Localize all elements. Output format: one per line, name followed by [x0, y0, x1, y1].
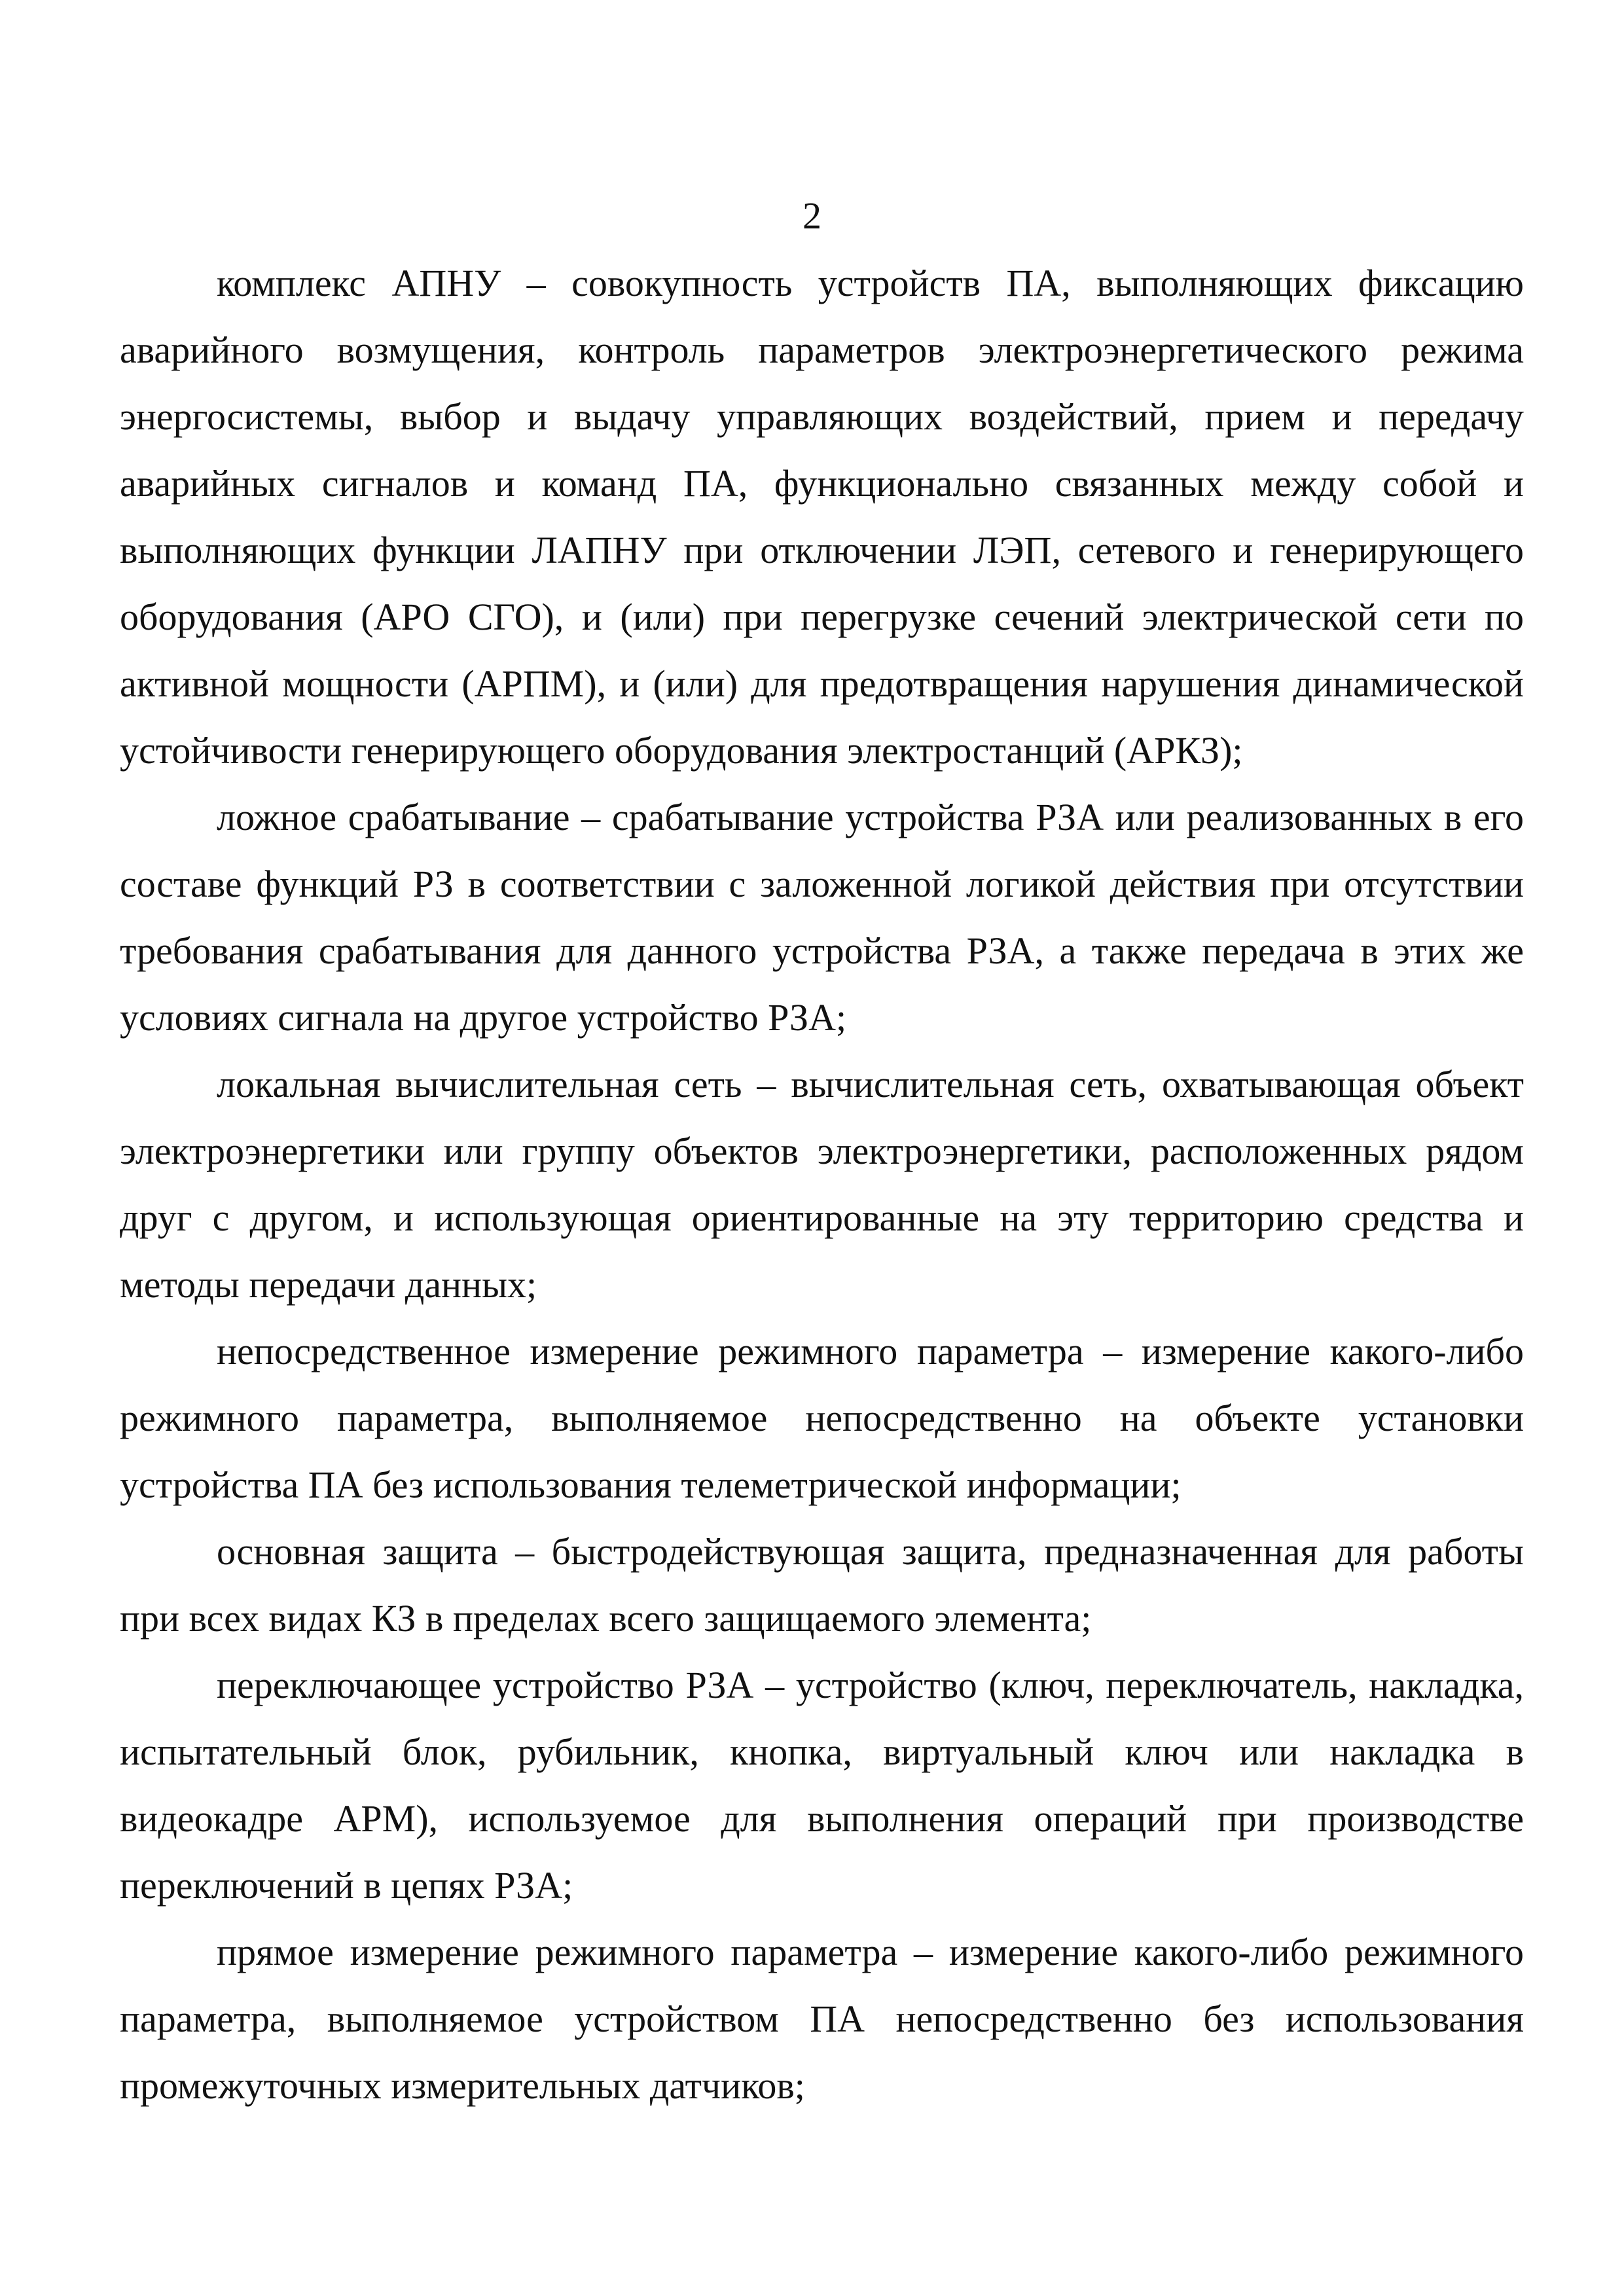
definition-paragraph: прямое измерение режимного параметра – измерение какого-либо режимного параметра, выполняемое устройством ПА непосредственно без использования промежуточных измерительных датчиков;: [120, 1931, 1524, 2107]
definition-paragraph: комплекс АПНУ – совокупность устройств ПА, выполняющих фиксацию аварийного возмущения, контроль параметров электроэнергетического режима энергосистемы, выбор и выдачу управляющих воздействий, прием и передачу аварийных сигналов и команд ПА, функционально связанных между собой и выполняющих функции ЛАПНУ при отключении ЛЭП, сетевого и генерирующего оборудования (АРО СГО), и (или) при перегрузке сечений электрической сети по активной мощности (АРПМ), и (или) для предотвращения нарушения динамической устойчивости генерирующего оборудования электростанций (АРКЗ);: [120, 262, 1524, 772]
definition-paragraph: непосредственное измерение режимного параметра – измерение какого-либо режимного параметра, выполняемое непосредственно на объекте установки устройства ПА без использования телеметрической информации;: [120, 1330, 1524, 1506]
document-body: [120, 250, 1524, 2119]
page-number: 2: [803, 194, 821, 237]
definition-paragraph: основная защита – быстродействующая защита, предназначенная для работы при всех видах КЗ в пределах всего защищаемого элемента;: [120, 1530, 1524, 1640]
definition-paragraph: ложное срабатывание – срабатывание устройства РЗА или реализованных в его составе функций РЗ в соответствии с заложенной логикой действия при отсутствии требования срабатывания для данного устройства РЗА, а также передача в этих же условиях сигнала на другое устройство РЗА;: [120, 796, 1524, 1039]
definition-paragraph: локальная вычислительная сеть – вычислительная сеть, охватывающая объект электроэнергетики или группу объектов электроэнергетики, расположенных рядом друг с другом, и использующая ориентированные на эту территорию средства и методы передачи данных;: [120, 1063, 1524, 1306]
definition-paragraph: переключающее устройство РЗА – устройство (ключ, переключатель, накладка, испытательный блок, рубильник, кнопка, виртуальный ключ или накладка в видеокадре АРМ), используемое для выполнения операций при производстве переключений в цепях РЗА;: [120, 1664, 1524, 1907]
